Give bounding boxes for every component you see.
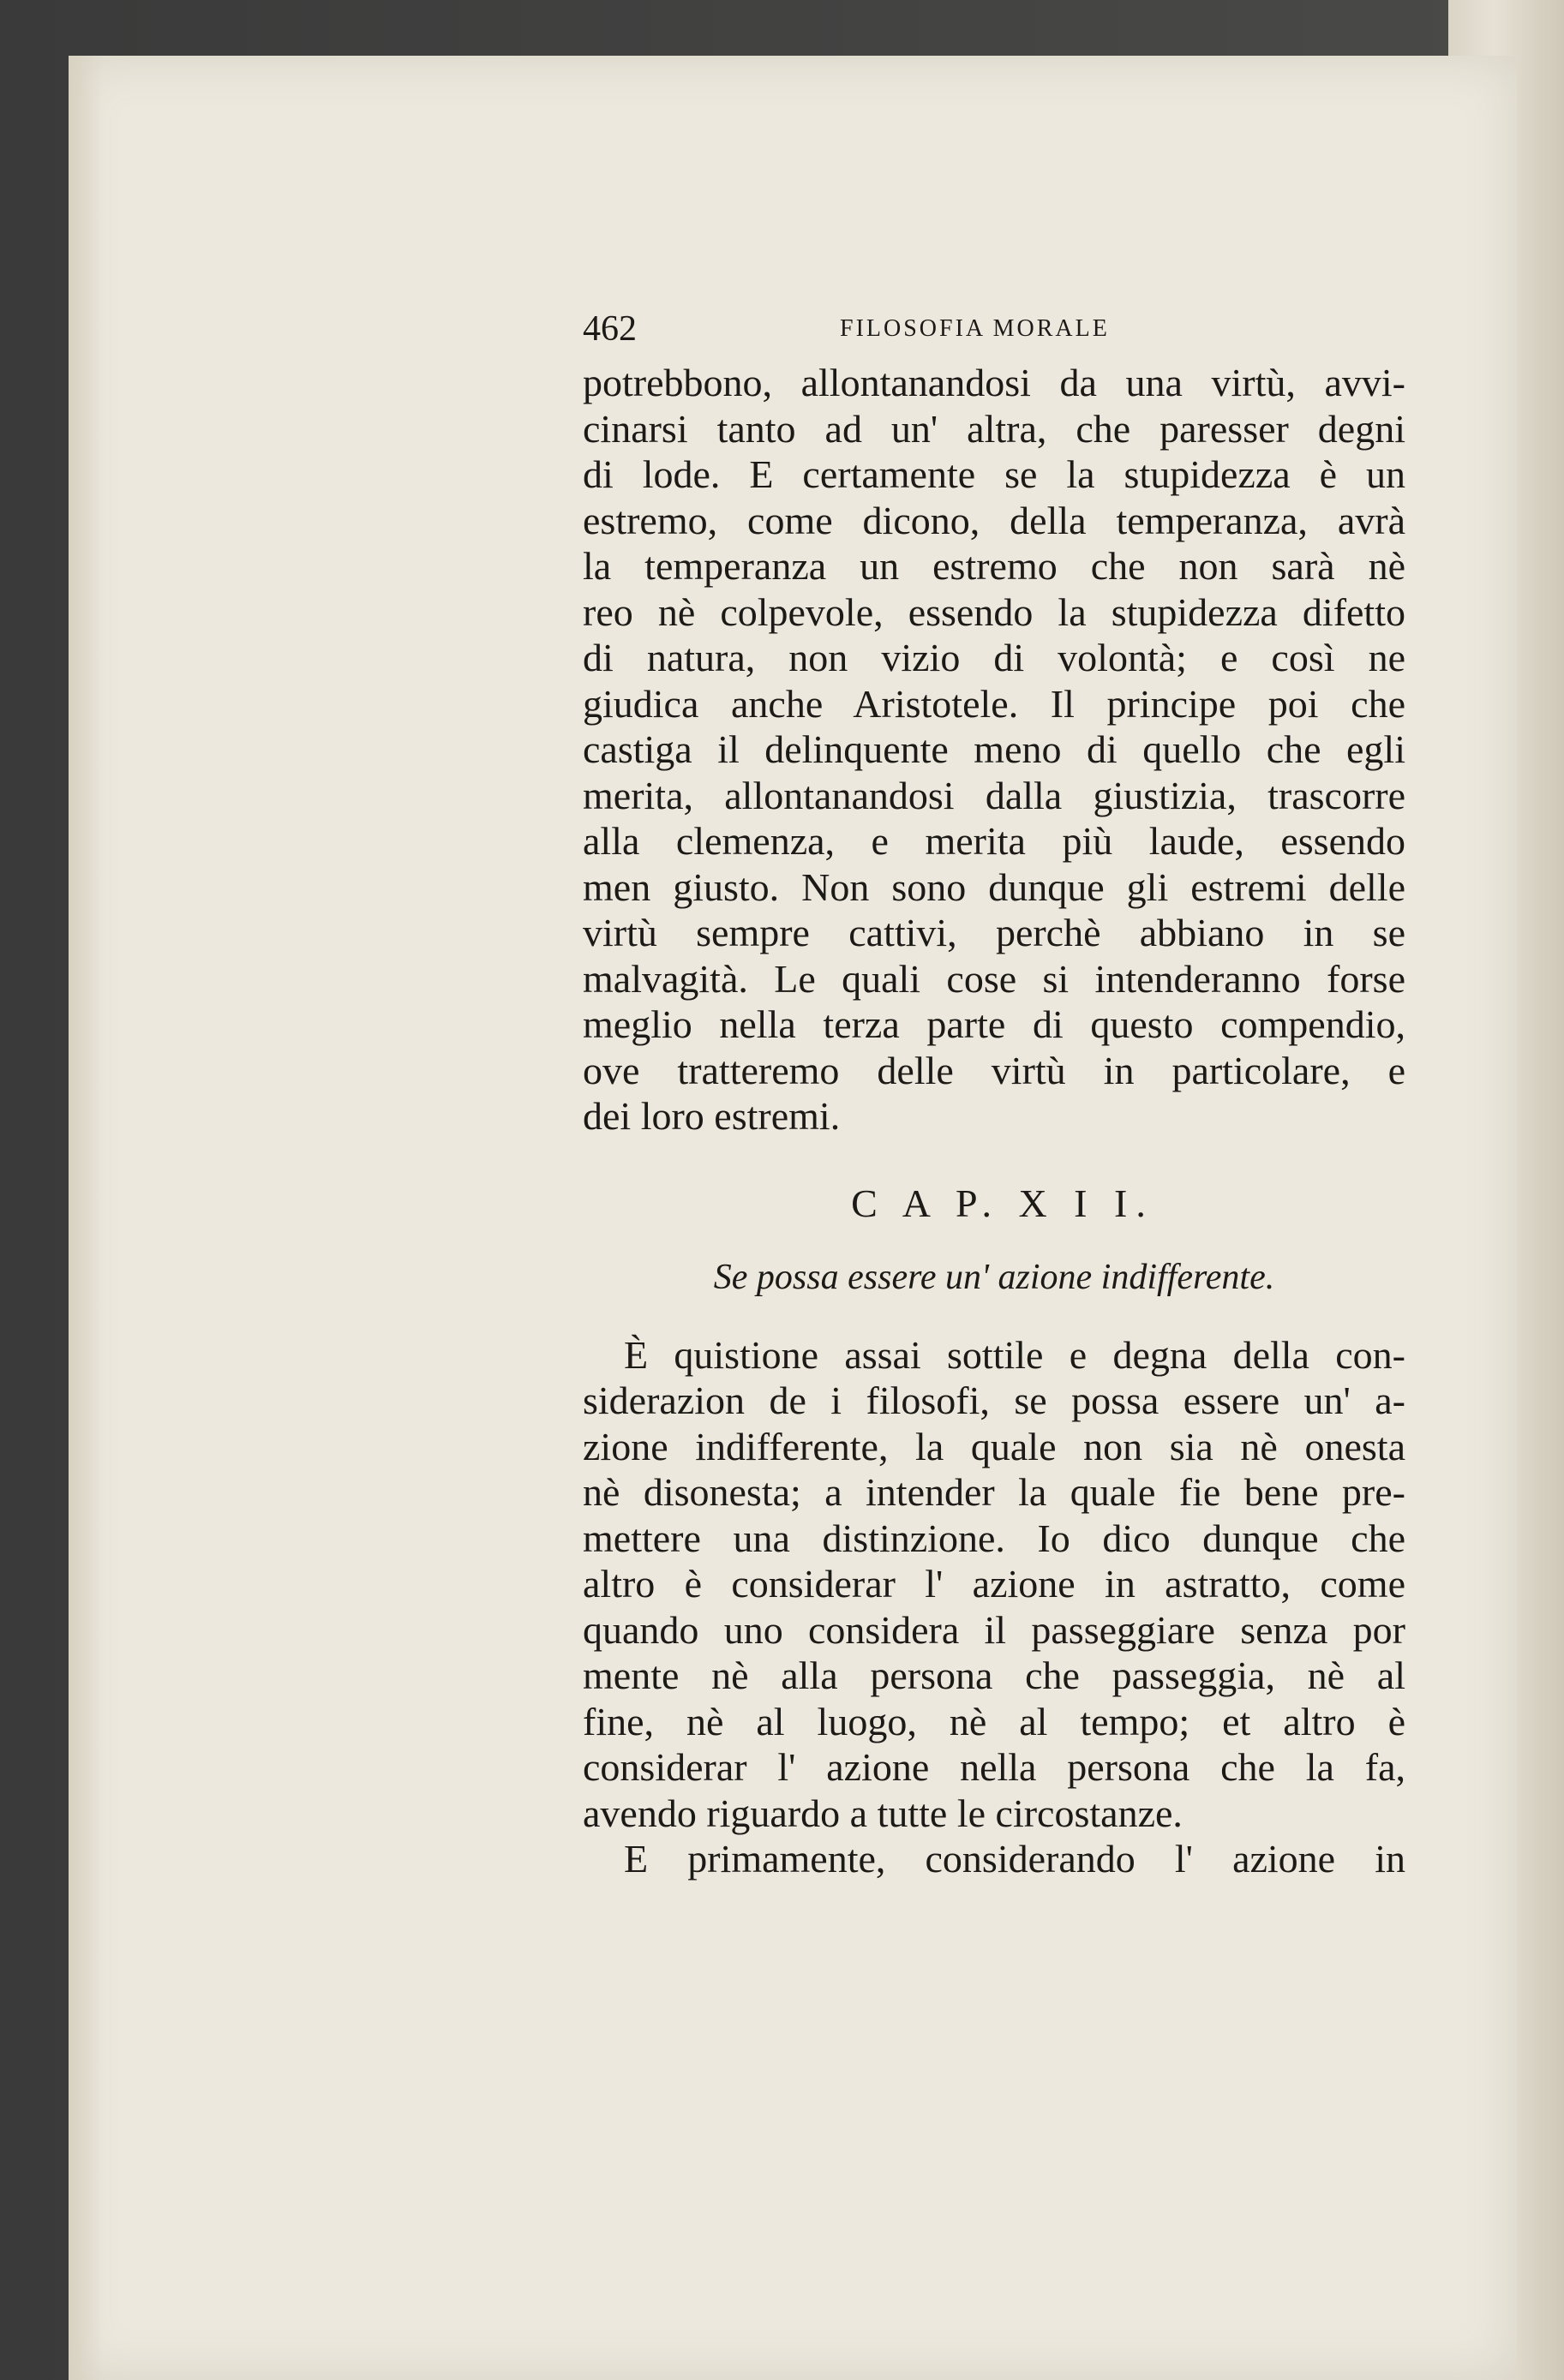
text-line: virtù sempre cattivi, perchè abbiano in se (583, 911, 1405, 954)
page-number: 462 (583, 309, 637, 349)
running-head (583, 308, 1405, 360)
text-line: mettere una distinzione. Io dico dunque che (583, 1516, 1405, 1560)
text-line: avendo riguardo a tutte le circostanze. (583, 1791, 1183, 1835)
text-line: giudica anche Aristotele. Il principe poi che (583, 681, 1405, 726)
text-line: alla clemenza, e merita più laude, essendo (583, 819, 1405, 863)
text-line: di natura, non vizio di volontà; e così ne (583, 636, 1405, 679)
text-line: potrebbono, allontanandosi da una virtù, avvi- (583, 361, 1405, 404)
text-line: siderazion de i filosofi, se possa essere un' a- (583, 1378, 1405, 1422)
text-line: di lode. E certamente se la stupidezza è un (583, 452, 1405, 496)
text-line: castiga il delinquente meno di quello che egli (583, 727, 1405, 771)
text-line: fine, nè al luogo, nè al tempo; et altro è (583, 1699, 1405, 1743)
paragraph-3 (583, 1836, 1405, 1882)
running-title: FILOSOFIA MORALE (840, 315, 1110, 342)
text-line: mente nè alla persona che passeggia, nè al (583, 1653, 1405, 1697)
text-line: reo nè colpevole, essendo la stupidezza difetto (583, 589, 1405, 634)
page-content (583, 308, 1405, 1882)
text-line: meglio nella terza parte di questo compendio, (583, 1002, 1405, 1046)
paragraph-1 (583, 360, 1405, 1139)
text-line: merita, allontanandosi dalla giustizia, trascorre (583, 773, 1405, 817)
text-line: nè disonesta; a intender la quale fie bene pre- (583, 1470, 1405, 1514)
chapter-title: C A P. X I I. (851, 1181, 1154, 1225)
page-gutter-shadow (69, 56, 103, 2380)
text-line: men giusto. Non sono dunque gli estremi delle (583, 864, 1405, 909)
text-line: ove tratteremo delle virtù in particolare, e (583, 1048, 1405, 1092)
paragraph-2 (583, 1332, 1405, 1837)
text-line: zione indifferente, la quale non sia nè onesta (583, 1424, 1405, 1468)
chapter-subtitle: Se possa essere un' azione indifferente. (713, 1257, 1275, 1297)
text-line: E primamente, considerando l' azione in (624, 1837, 1405, 1881)
text-line: cinarsi tanto ad un' altra, che paresser degni (583, 406, 1405, 451)
text-line: estremo, come dicono, della temperanza, avrà (583, 498, 1405, 542)
text-line: dei loro estremi. (583, 1094, 841, 1138)
text-line: quando uno considera il passeggiare senza por (583, 1607, 1405, 1652)
text-line: considerar l' azione nella persona che la fa, (583, 1745, 1405, 1789)
text-line: È quistione assai sottile e degna della con- (624, 1332, 1405, 1377)
text-line: la temperanza un estremo che non sarà nè (583, 544, 1405, 588)
text-line: malvagità. Le quali cose si intenderanno forse (583, 956, 1405, 1001)
text-line: altro è considerar l' azione in astratto, come (583, 1562, 1405, 1606)
